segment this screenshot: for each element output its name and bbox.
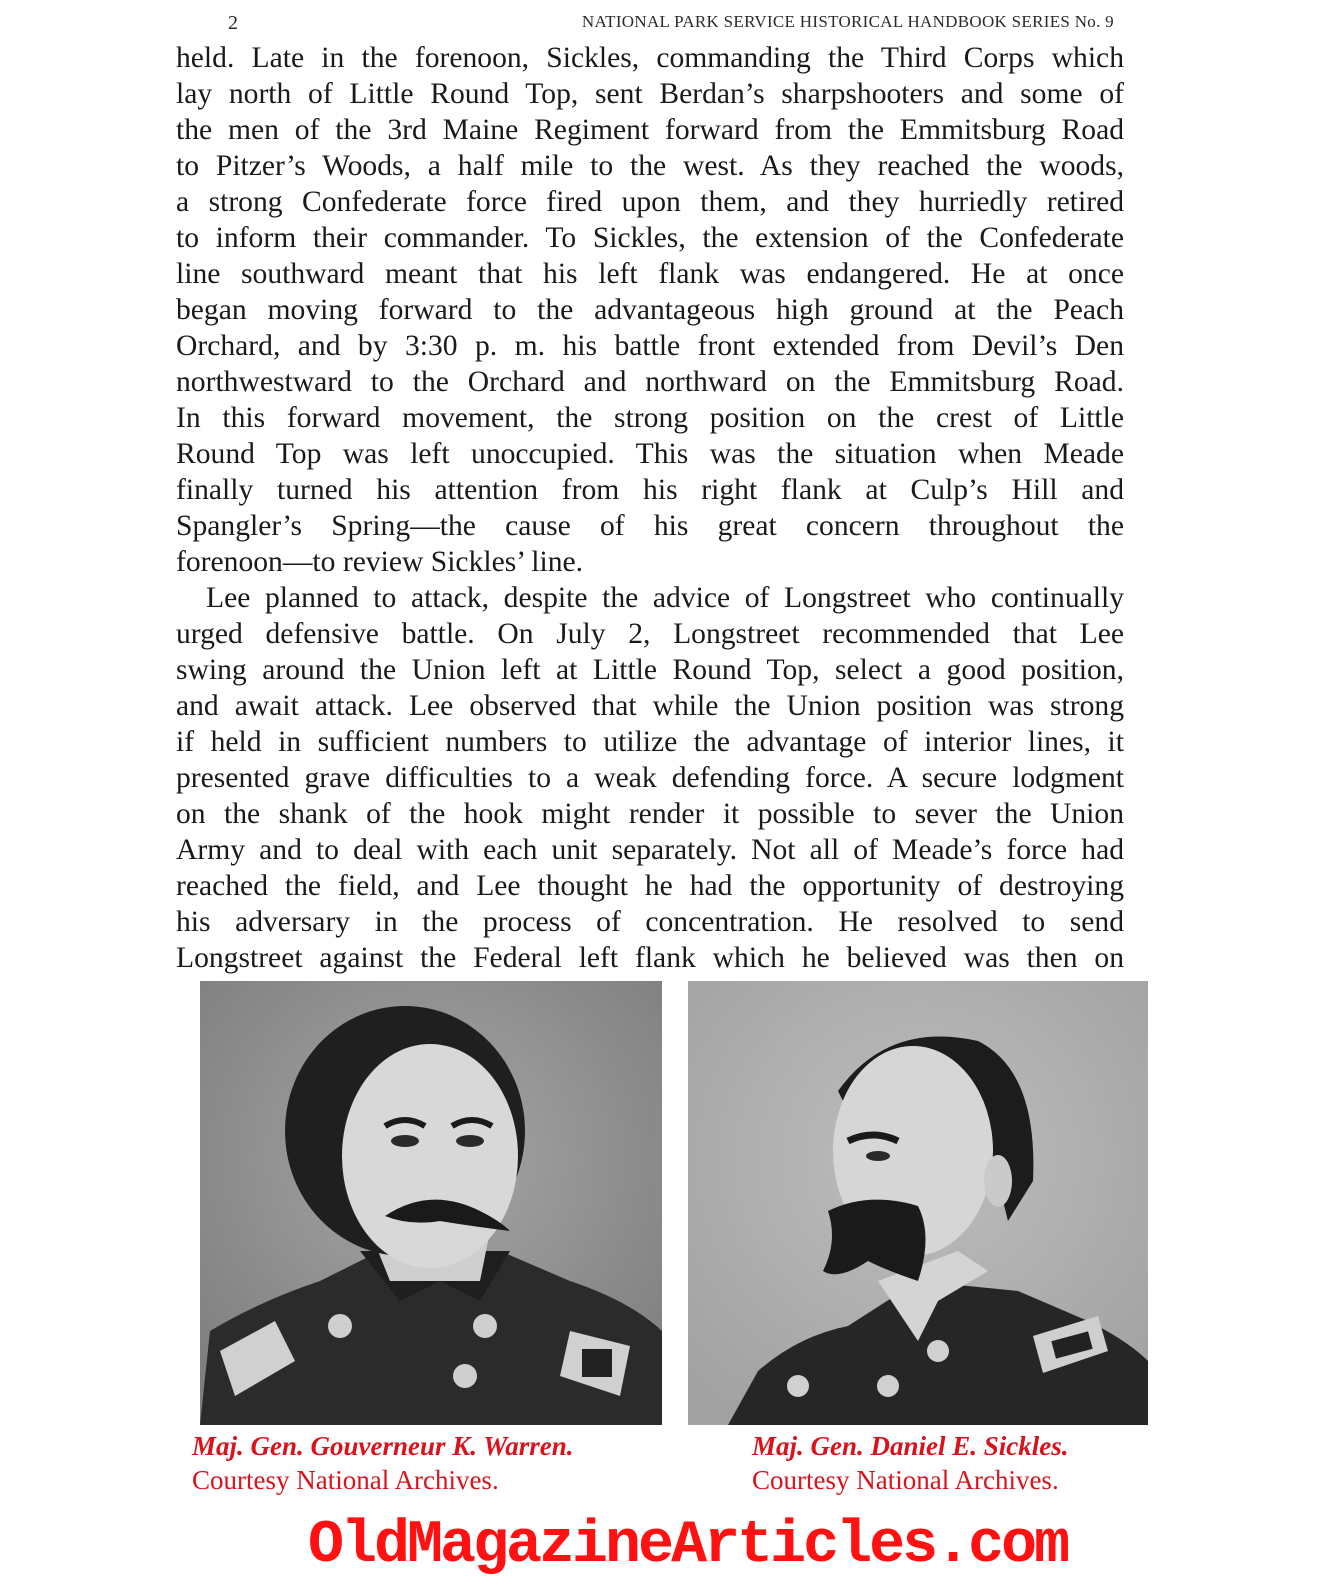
text-line: his adversary in the process of concentration. He resolved to send	[176, 906, 1124, 938]
text-line: if held in sufficient numbers to utilize the advantage of interior lines, it	[176, 726, 1124, 758]
text-line: reached the field, and Lee thought he had the opportunity of destroying	[176, 870, 1124, 902]
portrait-sickles-image	[688, 981, 1148, 1425]
caption-credit: Courtesy National Archives.	[752, 1465, 1059, 1495]
text-line: on the shank of the hook might render it possible to sever the Union	[176, 798, 1124, 830]
text-line: to Pitzer’s Woods, a half mile to the west. As they reached the woods,	[176, 150, 1124, 182]
caption-name: Maj. Gen. Daniel E. Sickles.	[752, 1431, 1069, 1461]
text-line: Longstreet against the Federal left flank which he believed was then on	[176, 942, 1124, 974]
running-head	[176, 8, 1124, 38]
page-number: 2	[228, 12, 239, 34]
text-line: Orchard, and by 3:30 p. m. his battle front extended from Devil’s Den	[176, 330, 1124, 362]
caption-name: Maj. Gen. Gouverneur K. Warren.	[192, 1431, 574, 1461]
text-line: In this forward movement, the strong position on the crest of Little	[176, 402, 1124, 434]
text-line: the men of the 3rd Maine Regiment forward from the Emmitsburg Road	[176, 114, 1124, 146]
text-line: and await attack. Lee observed that while the Union position was strong	[176, 690, 1124, 722]
portrait-warren-image	[200, 981, 662, 1425]
caption-warren	[192, 1429, 574, 1497]
text-line: swing around the Union left at Little Round Top, select a good position,	[176, 654, 1124, 686]
text-line: began moving forward to the advantageous high ground at the Peach	[176, 294, 1124, 326]
text-line: presented grave difficulties to a weak defending force. A secure lodgment	[176, 762, 1124, 794]
body-text	[176, 40, 1124, 976]
site-watermark: OldMagazineArticles.com	[308, 1512, 1068, 1580]
text-line: Lee planned to attack, despite the advice of Longstreet who continually	[206, 582, 1124, 614]
text-line: finally turned his attention from his right flank at Culp’s Hill and	[176, 474, 1124, 506]
text-line: Army and to deal with each unit separately. Not all of Meade’s force had	[176, 834, 1124, 866]
text-line: line southward meant that his left flank was endangered. He at once	[176, 258, 1124, 290]
caption-credit: Courtesy National Archives.	[192, 1465, 499, 1495]
portrait-warren	[200, 981, 662, 1425]
text-line: held. Late in the forenoon, Sickles, commanding the Third Corps which	[176, 42, 1124, 74]
text-line: lay north of Little Round Top, sent Berdan’s sharpshooters and some of	[176, 78, 1124, 110]
portrait-sickles	[688, 981, 1148, 1425]
text-line: a strong Confederate force fired upon them, and they hurriedly retired	[176, 186, 1124, 218]
text-line: northwestward to the Orchard and northward on the Emmitsburg Road.	[176, 366, 1124, 398]
text-line: Round Top was left unoccupied. This was the situation when Meade	[176, 438, 1124, 470]
text-line: Spangler’s Spring—the cause of his great concern throughout the	[176, 510, 1124, 542]
series-title: NATIONAL PARK SERVICE HISTORICAL HANDBOOK SERIES No. 9	[581, 12, 1114, 31]
caption-sickles	[752, 1429, 1069, 1497]
text-line: urged defensive battle. On July 2, Longstreet recommended that Lee	[176, 618, 1124, 650]
text-line: to inform their commander. To Sickles, the extension of the Confederate	[176, 222, 1124, 254]
text-line: forenoon—to review Sickles’ line.	[176, 546, 584, 578]
